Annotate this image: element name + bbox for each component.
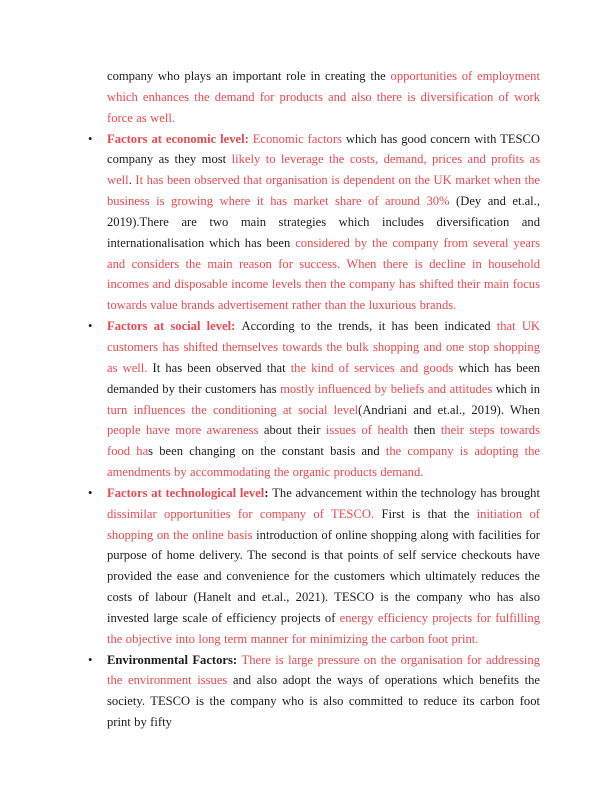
- text-segment: First is that the: [381, 506, 477, 521]
- text-segment: the company is adopting the amendments by accommodating the organic products demand.: [107, 444, 541, 480]
- text-segment: the kind of services and goods: [290, 360, 459, 375]
- text-segment: and also adopt the ways of operations which benefits the society. TESCO is the company who is also committed to reduce its carbon foot print by fifty: [107, 673, 540, 730]
- text-segment: that UK customers has shifted themselves towards the bulk shopping and one stop shopping as well.: [107, 319, 541, 375]
- text-segment: which in: [495, 381, 540, 396]
- text-segment: initiation of shopping on the online basis: [107, 506, 540, 542]
- paragraph-intro: [107, 66, 540, 129]
- text-segment: There is large pressure on the organisation for addressing the environment issues: [107, 652, 540, 688]
- paragraph-social-level: [107, 316, 540, 483]
- text-segment: Factors at social level:: [107, 319, 242, 334]
- text-segment: considered by the company from several years and considers the main reason for success. When there is decline in household incomes and disposable income levels then the company has shifted their main focus towards value brands advertisement rather than the luxurious brands.: [107, 235, 541, 313]
- text-segment: turn influences the conditioning at social level: [107, 402, 359, 417]
- paragraph-environmental-factors: [107, 650, 540, 733]
- text-segment: Economic factors: [252, 131, 346, 146]
- bullet-marker: •: [88, 652, 93, 667]
- bullet-marker: •: [88, 319, 93, 334]
- bullet-item-social-level: [88, 316, 541, 483]
- text-segment: .: [128, 173, 136, 188]
- bullet-marker: •: [88, 131, 93, 146]
- text-segment: their steps towards food ha: [107, 423, 540, 459]
- paragraph-economic-level: [107, 129, 540, 317]
- text-segment: company who plays an important role in creating the: [107, 69, 391, 83]
- text-segment: introduction of online shopping along with facilities for purpose of home delivery. The second is that points of self service checkouts have provided the ease and convenience for the customers which ultimately reduces the costs of labour (Hanelt and et.al., 2021). TESCO is the company who has also invested large scale of efficiency projects of: [107, 527, 540, 625]
- page-content: [88, 66, 541, 733]
- text-segment: opportunities of employment which enhances the demand for products and also there is diversification of work force as well.: [107, 69, 540, 125]
- text-segment: Factors at economic level:: [107, 131, 253, 146]
- text-segment: According to the trends, it has been indicated: [241, 319, 497, 334]
- bullet-item-technological-level: [88, 483, 540, 650]
- text-segment: dissimilar opportunities for company of TESCO.: [107, 506, 382, 521]
- text-segment: people have more awareness: [107, 423, 264, 438]
- text-segment: The advancement within the technology has brought: [272, 485, 540, 500]
- text-segment: about their: [263, 423, 326, 438]
- text-segment: (Dey and et.al., 2019).There are two main strategies which includes diversification and internationalisation which has been: [107, 194, 540, 250]
- bullet-marker: •: [88, 485, 93, 500]
- text-segment: It has been observed that: [152, 360, 291, 375]
- text-segment: Environmental Factors:: [107, 652, 242, 667]
- text-segment: issues of health: [325, 423, 414, 438]
- paragraph-technological-level: [107, 483, 540, 650]
- text-segment: It has been observed that organisation is dependent on the UK market when the business is growing where it has market share of around 30%: [107, 173, 540, 209]
- text-segment: which has good concern with TESCO company as they most: [107, 131, 541, 167]
- text-segment: (Andriani and et.al., 2019). When: [358, 402, 540, 417]
- text-segment: then: [413, 423, 441, 438]
- text-segment: s been changing on the constant basis and: [148, 444, 386, 459]
- text-segment: :: [264, 485, 273, 500]
- text-segment: which has been demanded by their customers has: [107, 360, 540, 396]
- bullet-item-economic-level: [88, 129, 541, 317]
- text-segment: energy efficiency projects for fulfilling the objective into long term manner for minimizing the carbon foot print.: [107, 610, 540, 646]
- text-segment: Factors at technological level: [107, 485, 265, 500]
- text-segment: likely to leverage the costs, demand, prices and profits as well: [107, 152, 540, 188]
- text-segment: mostly influenced by beliefs and attitudes: [280, 381, 496, 396]
- bullet-item-environmental-factors: [88, 650, 540, 733]
